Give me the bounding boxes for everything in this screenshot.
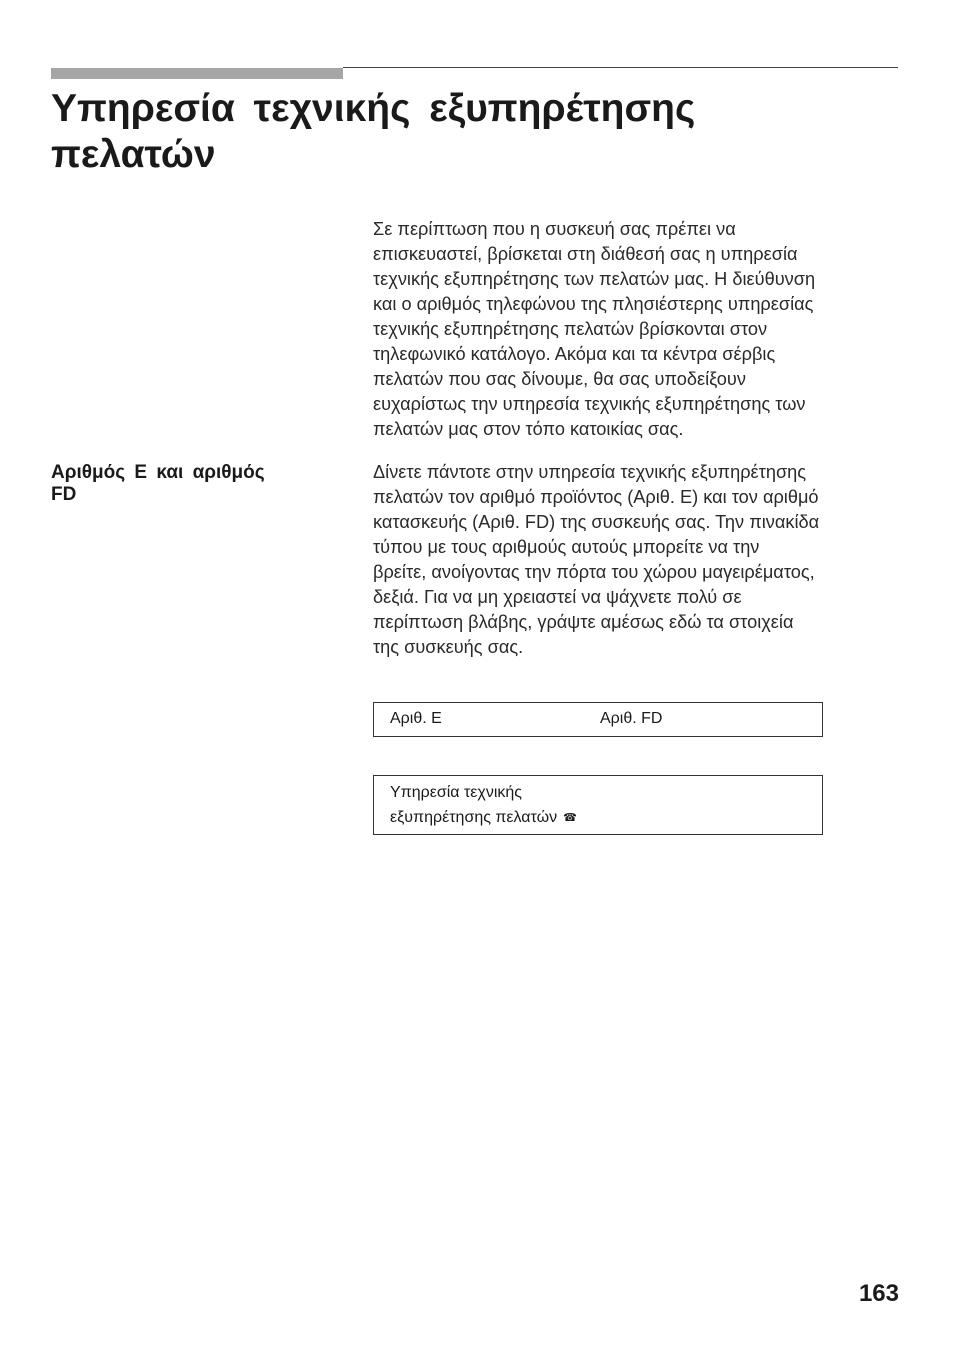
section-line: περίπτωση βλάβης, γράψτε αμέσως εδώ τα στοιχεία	[373, 612, 794, 632]
page-title-line1: Υπηρεσία τεχνικής εξυπηρέτησης	[51, 87, 696, 130]
section-heading	[51, 462, 326, 506]
fd-number-label: Αριθ. FD	[600, 710, 663, 727]
section-line: βρείτε, ανοίγοντας την πόρτα του χώρου μαγειρέματος,	[373, 562, 815, 582]
intro-line: επισκευαστεί, βρίσκεται στη διάθεσή σας η υπηρεσία	[373, 244, 798, 264]
service-label-text: εξυπηρέτησης πελατών	[390, 809, 558, 826]
section-line: πελατών τον αριθμό προϊόντος (Αριθ. Ε) και τον αριθμό	[373, 487, 819, 507]
intro-line: τεχνικής εξυπηρέτησης πελατών βρίσκονται στον	[373, 319, 768, 339]
service-label-line1: Υπηρεσία τεχνικής	[390, 784, 522, 801]
header-rule-bar	[51, 68, 343, 79]
intro-line: τηλεφωνικό κατάλογο. Ακόμα και τα κέντρα σέρβις	[373, 344, 776, 364]
intro-line: πελατών που σας δίνουμε, θα σας υποδείξουν	[373, 369, 746, 389]
intro-line: τεχνικής εξυπηρέτησης των πελατών μας. Η διεύθυνση	[373, 269, 816, 289]
intro-paragraph	[373, 217, 913, 442]
telephone-icon: ☎	[563, 812, 577, 824]
intro-line: και ο αριθμός τηλεφώνου της πλησιέστερης υπηρεσίας	[373, 294, 814, 314]
service-label-line2	[390, 809, 577, 827]
section-line: της συσκευής σας.	[373, 637, 524, 657]
page-title	[51, 86, 911, 178]
e-number-label: Αριθ. Ε	[390, 710, 442, 727]
service-contact-box	[373, 775, 823, 835]
section-heading-line2: FD	[51, 484, 77, 505]
section-heading-line1: Αριθμός Ε και αριθμός	[51, 462, 265, 483]
section-line: δεξιά. Για να μη χρειαστεί να ψάχνετε πολύ σε	[373, 587, 742, 607]
product-number-box	[373, 702, 823, 737]
section-line: Δίνετε πάντοτε στην υπηρεσία τεχνικής εξυπηρέτησης	[373, 462, 807, 482]
intro-line: ευχαρίστως την υπηρεσία τεχνικής εξυπηρέτησης των	[373, 394, 806, 414]
section-line: κατασκευής (Αριθ. FD) της συσκευής σας. Την πινακίδα	[373, 512, 820, 532]
header-rule-line	[343, 67, 898, 68]
page-title-line2: πελατών	[51, 133, 216, 176]
intro-line: πελατών μας στον τόπο κατοικίας σας.	[373, 419, 684, 439]
intro-line: Σε περίπτωση που η συσκευή σας πρέπει να	[373, 219, 736, 239]
section-paragraph	[373, 460, 913, 660]
section-line: τύπου με τους αριθμούς αυτούς μπορείτε να την	[373, 537, 760, 557]
page-number: 163	[858, 1280, 899, 1307]
